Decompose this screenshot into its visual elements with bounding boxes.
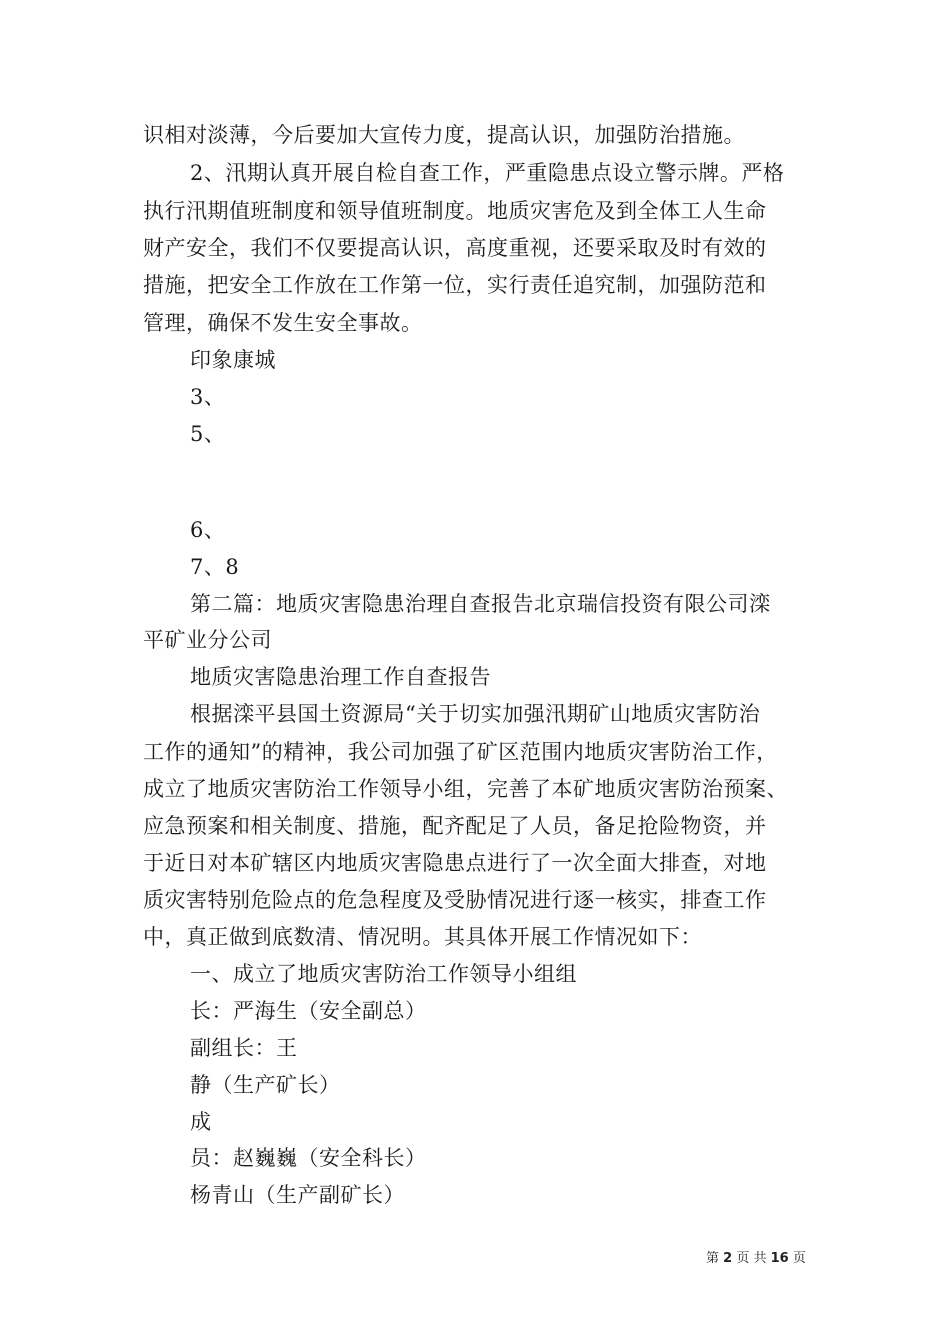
- list-number: 7、8: [190, 555, 240, 579]
- list-number: 5、: [190, 422, 226, 446]
- text-line: 中，真正做到底数清、情况明。其具体开展工作情况如下：: [143, 925, 702, 949]
- text-line: 员：赵巍巍（安全科长）: [190, 1146, 427, 1170]
- total-page-number: 16: [770, 1251, 789, 1266]
- footer-prefix: 第: [706, 1251, 720, 1266]
- text-line: 一、成立了地质灾害防治工作领导小组组: [190, 962, 577, 986]
- text-line: 成立了地质灾害防治工作领导小组，完善了本矿地质灾害防治预案、: [143, 777, 788, 801]
- text-line: 质灾害特别危险点的危急程度及受胁情况进行逐一核实，排查工作: [143, 888, 767, 912]
- text-line: 印象康城: [190, 348, 276, 372]
- text-line: 成: [190, 1110, 212, 1134]
- list-number: 6、: [190, 518, 226, 542]
- report-title: 地质灾害隐患治理工作自查报告: [190, 665, 491, 689]
- list-number: 3、: [190, 385, 226, 409]
- text-line: 杨青山（生产副矿长）: [190, 1183, 405, 1207]
- text-line: 2、汛期认真开展自检自查工作，严重隐患点设立警示牌。严格: [190, 161, 785, 185]
- footer-middle: 页 共: [736, 1251, 767, 1266]
- text-line: 措施，把安全工作放在工作第一位，实行责任追究制，加强防范和: [143, 273, 767, 297]
- text-line: 长：严海生（安全副总）: [190, 999, 427, 1023]
- current-page-number: 2: [723, 1251, 733, 1266]
- text-line: 副组长：王: [190, 1036, 298, 1060]
- text-line: 应急预案和相关制度、措施，配齐配足了人员，备足抢险物资，并: [143, 814, 767, 838]
- section-heading: 第二篇：地质灾害隐患治理自查报告北京瑞信投资有限公司滦: [190, 592, 771, 616]
- footer-suffix: 页: [792, 1251, 806, 1266]
- text-line: 于近日对本矿辖区内地质灾害隐患点进行了一次全面大排查，对地: [143, 851, 767, 875]
- text-line: 工作的通知”的精神，我公司加强了矿区范围内地质灾害防治工作，: [143, 740, 778, 764]
- text-line: 执行汛期值班制度和领导值班制度。地质灾害危及到全体工人生命: [143, 199, 767, 223]
- text-line: 管理，确保不发生安全事故。: [143, 311, 423, 335]
- section-heading: 平矿业分公司: [143, 628, 272, 652]
- text-line: 根据滦平县国土资源局“关于切实加强汛期矿山地质灾害防治: [190, 702, 761, 726]
- page-footer: [706, 1250, 806, 1268]
- text-line: 财产安全，我们不仅要提高认识，高度重视，还要采取及时有效的: [143, 236, 767, 260]
- text-line: 静（生产矿长）: [190, 1073, 341, 1097]
- text-line: 识相对淡薄，今后要加大宣传力度，提高认识，加强防治措施。: [143, 123, 745, 147]
